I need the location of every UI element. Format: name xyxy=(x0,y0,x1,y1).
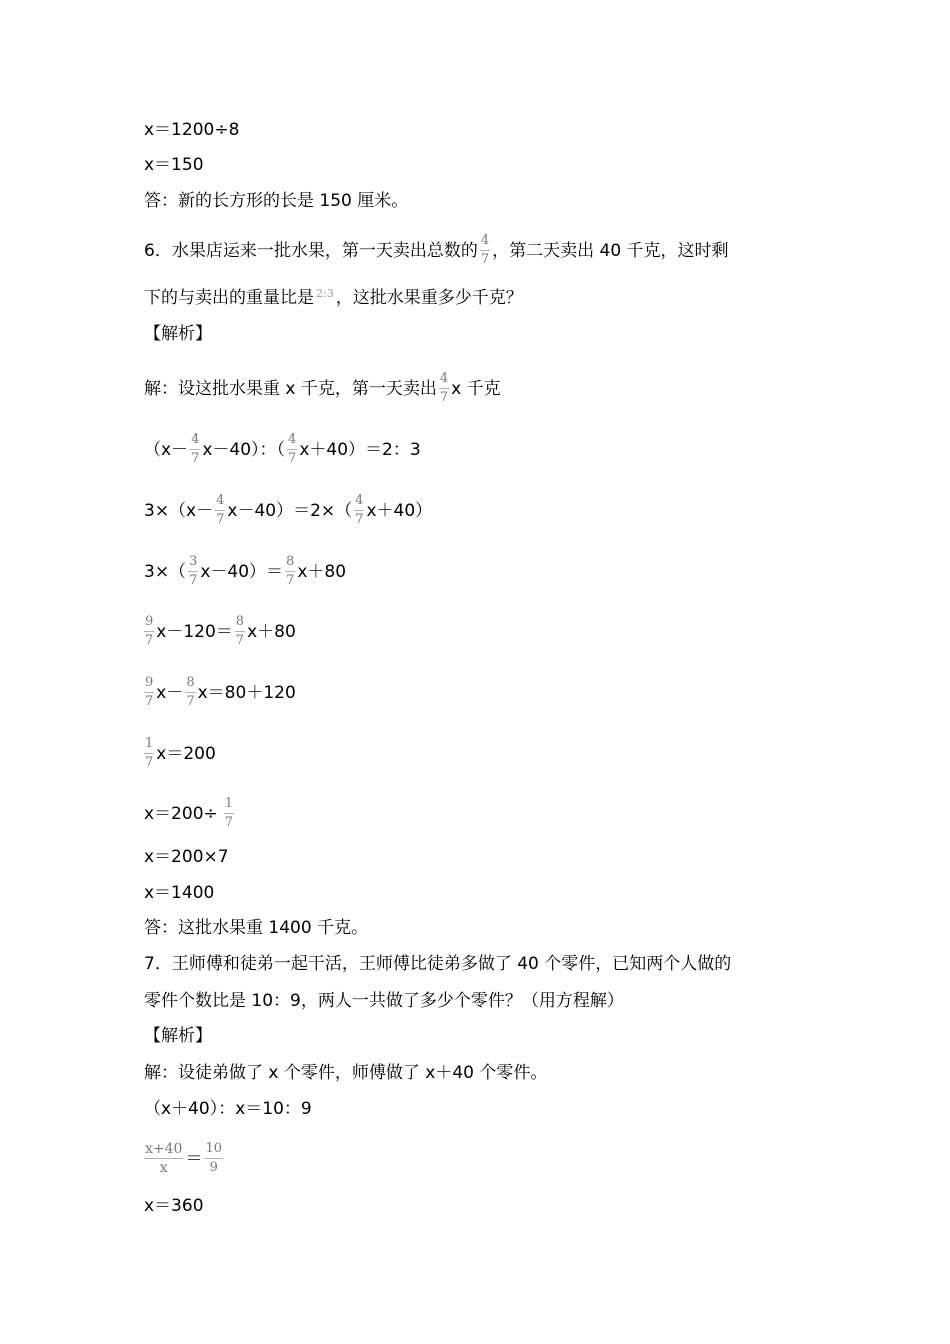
equation-line xyxy=(144,154,204,176)
question-text: 6．水果店运来一批水果，第一天卖出总数的 xyxy=(144,240,478,261)
fraction-numerator: 4 xyxy=(191,432,200,447)
equation-line xyxy=(144,1195,204,1217)
fraction xyxy=(144,676,154,709)
equation-line xyxy=(144,433,421,466)
fraction-numerator: 4 xyxy=(216,493,225,508)
question-text: 7．王师傅和徒弟一起干活，王师傅比徒弟多做了 40 个零件，已知两个人做的 xyxy=(144,954,732,974)
fraction xyxy=(439,372,449,405)
fraction xyxy=(215,494,225,527)
analysis-heading xyxy=(144,323,212,345)
equation-line xyxy=(144,846,229,868)
answer-line xyxy=(144,190,408,212)
question-6-stem-line1 xyxy=(144,234,729,267)
fraction-bar xyxy=(185,692,195,693)
equation-text: 3×（ xyxy=(144,561,187,582)
setup-text: 解：设徒弟做了 x 个零件，师傅做了 x＋40 个零件。 xyxy=(144,1063,548,1083)
equation-line xyxy=(144,737,216,770)
setup-text: 解：设这批水果重 x 千克，第一天卖出 xyxy=(144,378,437,399)
fraction-numerator: 8 xyxy=(286,554,295,569)
question-text: 下的与卖出的重量比是 xyxy=(144,288,314,308)
fraction-numerator: x+40 xyxy=(145,1141,183,1157)
equation-text: x＝1200÷8 xyxy=(144,120,240,140)
fraction-denominator: 9 xyxy=(209,1160,218,1175)
fraction-denominator: 7 xyxy=(355,512,364,527)
question-text: ，第二天卖出 40 千克，这时剩 xyxy=(492,240,729,261)
fraction-bar xyxy=(287,449,297,450)
fraction-bar xyxy=(224,813,234,814)
fraction xyxy=(144,615,154,648)
fraction-denominator: 7 xyxy=(191,451,200,466)
analysis-label: 【解析】 xyxy=(144,1026,212,1046)
fraction-bar xyxy=(144,1158,183,1159)
equation-text: x＋40）＝2：3 xyxy=(299,439,421,460)
question-7-stem-line1 xyxy=(144,953,731,975)
fraction-bar xyxy=(480,250,490,251)
equation-text: x＝1400 xyxy=(144,883,215,903)
fraction-denominator: 7 xyxy=(145,633,154,648)
equation-text: x＝80＋120 xyxy=(197,682,296,703)
equation-text: x＋40） xyxy=(366,500,433,521)
fraction-denominator: x xyxy=(159,1160,168,1176)
equation-text: （x＋40）：x＝10：9 xyxy=(144,1099,312,1119)
equation-line xyxy=(144,882,214,904)
equation-text: x＋80 xyxy=(247,621,296,642)
fraction-bar xyxy=(144,753,154,754)
analysis-label: 【解析】 xyxy=(144,324,212,344)
equation-text: x＋80 xyxy=(297,561,347,582)
equation-line xyxy=(144,615,296,648)
fraction-denominator: 7 xyxy=(145,755,154,770)
fraction-denominator: 7 xyxy=(235,633,245,648)
equation-text: x＝360 xyxy=(144,1196,204,1216)
fraction xyxy=(185,676,195,709)
fraction-denominator: 7 xyxy=(216,512,225,527)
fraction xyxy=(285,555,295,588)
fraction-denominator: 7 xyxy=(186,694,195,709)
fraction xyxy=(144,737,154,770)
fraction-numerator: 1 xyxy=(145,736,154,751)
fraction-bar xyxy=(204,1158,223,1159)
fraction-numerator: 4 xyxy=(355,493,364,508)
fraction-denominator: 7 xyxy=(439,390,449,405)
question-6-stem-line2 xyxy=(144,287,523,309)
fraction-bar xyxy=(354,510,364,511)
solution-setup xyxy=(144,372,501,405)
fraction-bar xyxy=(144,692,154,693)
fraction-bar xyxy=(190,449,200,450)
answer-text: 答：新的长方形的长是 150 厘米。 xyxy=(144,191,409,211)
equation-line xyxy=(144,797,236,830)
fraction xyxy=(224,797,234,830)
fraction-denominator: 7 xyxy=(189,573,198,588)
fraction-denominator: 7 xyxy=(288,451,297,466)
fraction xyxy=(144,1142,183,1175)
fraction-bar xyxy=(188,571,198,572)
equation-line xyxy=(144,494,432,527)
equation-text: x＝200×7 xyxy=(144,847,229,867)
equation-text: ＝ xyxy=(185,1148,203,1169)
fraction-bar xyxy=(285,571,295,572)
fraction-numerator: 1 xyxy=(224,796,234,811)
fraction-denominator: 7 xyxy=(286,573,295,588)
fraction-bar xyxy=(439,388,449,389)
fraction xyxy=(354,494,364,527)
equation-line xyxy=(144,1142,225,1175)
fraction-numerator: 4 xyxy=(439,371,449,386)
fraction-denominator: 7 xyxy=(145,694,154,709)
fraction-numerator: 4 xyxy=(288,432,297,447)
equation-text: x－40）：（ xyxy=(202,439,286,460)
fraction-numerator: 10 xyxy=(205,1141,222,1156)
equation-text: （x－ xyxy=(144,439,189,460)
question-7-stem-line2 xyxy=(144,990,624,1012)
fraction xyxy=(480,234,490,267)
equation-text: 3×（x－ xyxy=(144,500,214,521)
analysis-heading xyxy=(144,1025,212,1047)
equation-line xyxy=(144,555,346,588)
fraction xyxy=(190,433,200,466)
fraction-bar xyxy=(235,631,245,632)
fraction-denominator: 7 xyxy=(224,815,234,830)
question-text: ，这批水果重多少千克？ xyxy=(335,288,523,308)
equation-text: x－40）＝2×（ xyxy=(227,500,353,521)
equation-text: x－40）＝ xyxy=(200,561,284,582)
fraction-numerator: 8 xyxy=(186,675,195,690)
answer-line xyxy=(144,917,368,939)
fraction-bar xyxy=(215,510,225,511)
equation-line xyxy=(144,1098,312,1120)
fraction-bar xyxy=(144,631,154,632)
solution-setup xyxy=(144,1062,547,1084)
fraction xyxy=(235,615,245,648)
equation-text: x＝200÷ xyxy=(144,803,218,824)
equation-text: x＝200 xyxy=(156,743,216,764)
equation-text: x－120＝ xyxy=(156,621,233,642)
equation-text: x＝150 xyxy=(144,155,204,175)
question-text: 零件个数比是 10：9，两人一共做了多少个零件？（用方程解） xyxy=(144,991,624,1011)
equation-line xyxy=(144,676,296,709)
fraction-numerator: 9 xyxy=(145,675,154,690)
setup-text: x 千克 xyxy=(451,378,501,399)
fraction-denominator: 7 xyxy=(480,252,490,267)
equation-line xyxy=(144,119,239,141)
fraction xyxy=(204,1142,223,1175)
answer-text: 答：这批水果重 1400 千克。 xyxy=(144,918,369,938)
fraction xyxy=(188,555,198,588)
ratio-image: 2:3 xyxy=(316,287,334,300)
fraction-numerator: 3 xyxy=(189,554,198,569)
equation-text: x－ xyxy=(156,682,184,703)
fraction xyxy=(287,433,297,466)
fraction-numerator: 9 xyxy=(145,614,154,629)
fraction-numerator: 8 xyxy=(235,614,245,629)
fraction-numerator: 4 xyxy=(480,233,490,248)
